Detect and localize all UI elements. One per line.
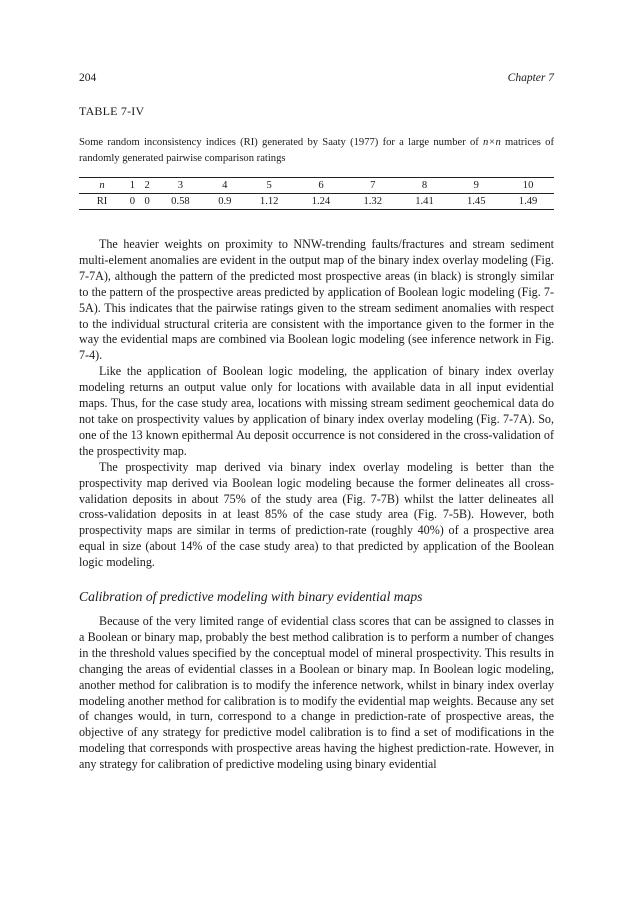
body-text-block bbox=[79, 237, 554, 571]
n-cell: 3 bbox=[155, 178, 207, 194]
n-cell: 10 bbox=[502, 178, 554, 194]
paragraph: The heavier weights on proximity to NNW-trending faults/fractures and stream sediment multi-element anomalies are evident in the output map of the binary index overlay modeling (Fig. 7-7A), although the pattern of the predicted most prospective areas (in black) is strongly similar to the pattern of the prospective areas predicted by application of Boolean logic modeling (Fig. 7-5A). This indicates that the pairwise ratings given to the stream sediment anomalies with respect to the individual structural criteria are consistent with the importance given to the former in the way the evidential maps are combined via Boolean logic modeling (see inference network in Fig. 7-4). bbox=[79, 237, 554, 363]
table-ri-row bbox=[79, 194, 554, 210]
table-caption bbox=[79, 135, 554, 167]
ri-cell: 0 bbox=[129, 196, 136, 207]
paragraph: The prospectivity map derived via binary index overlay modeling is better than the prospectivity map derived via Boolean logic modeling because the former delineates all cross-validation deposits in about 75% of the study area (Fig. 7-7B) whilst the latter delineates all cross-validation deposits in at least 85% of the case study area (Fig. 7-5B). However, both prospectivity maps are similar in terms of prediction-rate (roughly 40%) of a prospective area equal in size (about 14% of the case study area) to that predicted by application of the Boolean logic modeling. bbox=[79, 459, 554, 570]
ri-cell: 1.49 bbox=[518, 196, 538, 207]
n-cell: 8 bbox=[399, 178, 451, 194]
page-number: 204 bbox=[79, 72, 97, 84]
chapter-label: Chapter 7 bbox=[507, 72, 554, 84]
n-cell: 5 bbox=[243, 178, 295, 194]
n-cell: 1 bbox=[125, 178, 140, 194]
paragraph: Like the application of Boolean logic modeling, the application of binary index overlay modeling returns an output value only for locations with available data in all input evidential maps. Thus, for the case study area, locations with missing stream sediment geochemical data do not take on prospectivity values by application of binary index overlay modeling (Fig. 7-7A). So, one of the 13 known epithermal Au deposit occurrence is not considered in the cross-validation of the prospectivity map. bbox=[79, 364, 554, 458]
paragraph: Because of the very limited range of evidential class scores that can be assigned to classes in a Boolean or binary map, probably the best method calibration is to perform a number of changes in the threshold values specified by the conceptual model of mineral prospectivity. This results in changing the areas of evidential classes in a Boolean or binary map. In Boolean logic modeling, another method for calibration is to modify the inference network, whilst in binary index overlay modeling another method for calibration is to modify the evidential map weights. Because any set of changes would, in turn, correspond to a change in prediction-rate of prospective areas, the objective of any strategy for predictive model calibration is to find a set of modifications in the modeling that corresponds with prospective areas having the highest prediction-rate. However, in any strategy for calibration of predictive modeling using binary evidential bbox=[79, 614, 554, 772]
ri-cell: 0.58 bbox=[171, 196, 190, 207]
section-text-block bbox=[79, 614, 554, 773]
caption-text-start: Some random inconsistency indices (RI) generated by Saaty (1977) for a large number of bbox=[79, 137, 484, 148]
random-index-table bbox=[79, 177, 554, 210]
row-label-cell: RI bbox=[96, 196, 108, 207]
n-cell: 7 bbox=[347, 178, 399, 194]
caption-matrix-size: n×n bbox=[483, 137, 501, 148]
ri-cell: 1.41 bbox=[415, 196, 434, 207]
header-label-cell: n bbox=[79, 178, 125, 194]
ri-cell: 1.12 bbox=[259, 196, 279, 207]
table-title: TABLE 7-IV bbox=[79, 104, 145, 118]
n-cell: 2 bbox=[140, 178, 155, 194]
ri-cell: 1.24 bbox=[311, 196, 331, 207]
section-heading: Calibration of predictive modeling with binary evidential maps bbox=[79, 589, 423, 604]
n-cell: 4 bbox=[206, 178, 243, 194]
ri-cell: 1.45 bbox=[466, 196, 486, 207]
n-cell: 6 bbox=[295, 178, 347, 194]
n-cell: 9 bbox=[450, 178, 502, 194]
ri-cell: 0 bbox=[144, 196, 150, 207]
ri-cell: 0.9 bbox=[218, 196, 232, 207]
caption-text-end: matrices of randomly generated pairwise comparison ratings bbox=[79, 137, 554, 164]
ri-cell: 1.32 bbox=[363, 196, 382, 207]
table-header-row bbox=[79, 178, 554, 194]
